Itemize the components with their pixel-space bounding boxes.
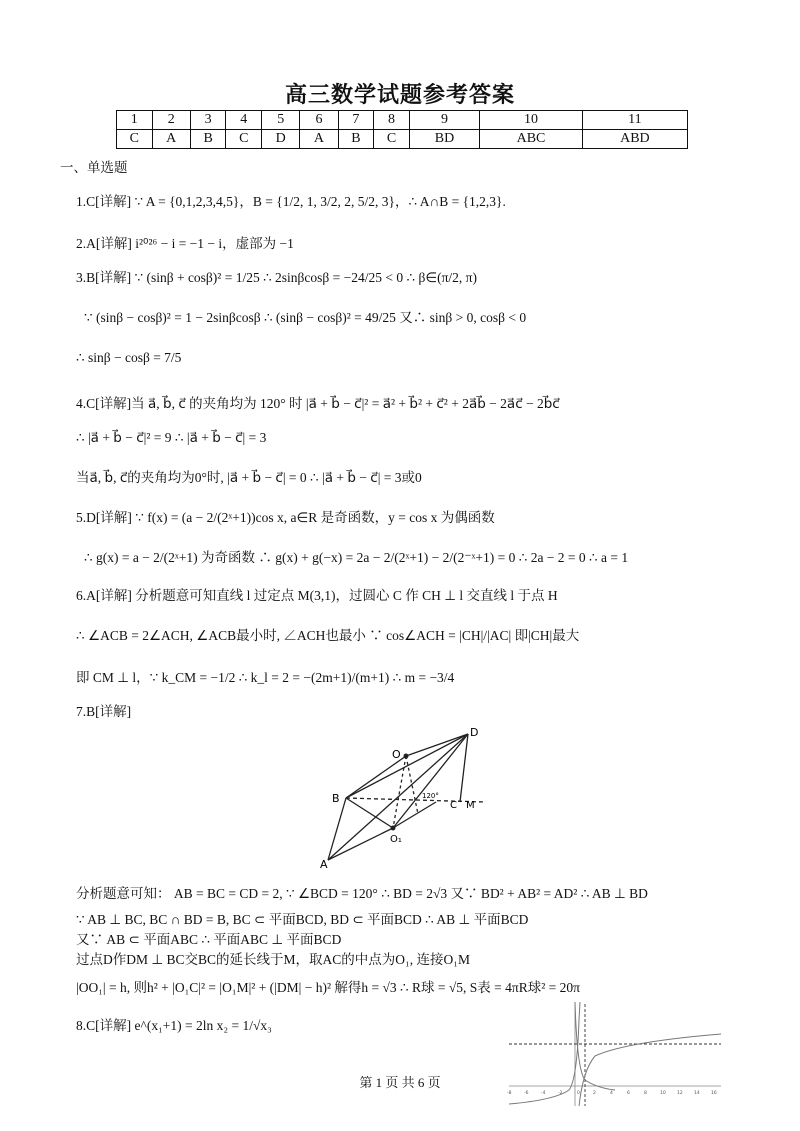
function-graph	[505, 1000, 725, 1110]
solution-line: 8.C[详解] e^(x₁+1) = 2ln x₂ = 1/√x₃	[76, 1018, 272, 1033]
question-number: 9	[409, 111, 479, 130]
tick-label: 8	[644, 1091, 647, 1096]
tick-label: -4	[541, 1091, 546, 1096]
tick-label: 4	[610, 1091, 613, 1096]
solution-line: 过点D作DM ⊥ BC交BC的延长线于M，取AC的中点为O₁, 连接O₁M	[76, 952, 470, 967]
label-o1: O₁	[390, 834, 402, 845]
tick-label: 10	[660, 1091, 666, 1096]
answer-key: C	[374, 130, 410, 149]
tick-label: 6	[627, 1091, 630, 1096]
solution-line: ∴ ∠ACB = 2∠ACH, ∠ACB最小时, ∠ACH也最小 ∵ cos∠ACH = |CH|/|AC| 即|CH|最大	[76, 628, 580, 643]
page-footer: 第 1 页 共 6 页	[359, 1075, 441, 1090]
question-number: 1	[117, 111, 153, 130]
solution-line: 7.B[详解]	[76, 704, 132, 719]
solution-line: 当a⃗, b⃗, c⃗的夹角均为0°时, |a⃗ + b⃗ − c⃗| = 0 ∴ |a⃗ + b⃗ − c⃗| = 3或0	[76, 470, 422, 485]
question-number: 7	[338, 111, 374, 130]
label-c: C	[450, 800, 457, 811]
answer-key: C	[226, 130, 262, 149]
solution-line: ∴ g(x) = a − 2/(2ˣ+1) 为奇函数 ∴ g(x) + g(−x) = 2a − 2/(2ˣ+1) − 2/(2⁻ˣ+1) = 0 ∴ 2a − 2 = 0 ∴ a = 1	[84, 550, 629, 565]
label-d: D	[470, 726, 479, 739]
section-heading: 一、单选题	[60, 160, 128, 175]
answer-key: A	[152, 130, 190, 149]
answer-key-row	[117, 130, 688, 149]
solution-line: ∴ |a⃗ + b⃗ − c⃗|² = 9 ∴ |a⃗ + b⃗ − c⃗| = 3	[76, 430, 267, 445]
question-number: 11	[582, 111, 687, 130]
answer-key: A	[300, 130, 338, 149]
solution-line: 分析题意可知： AB = BC = CD = 2, ∵ ∠BCD = 120° ∴ BD = 2√3 又∵ BD² + AB² = AD² ∴ AB ⊥ BD	[76, 886, 648, 901]
answer-key: B	[338, 130, 374, 149]
solution-line: 又∵ AB ⊂ 平面ABC ∴ 平面ABC ⊥ 平面BCD	[76, 932, 342, 947]
solution-line: ∵ (sinβ − cosβ)² = 1 − 2sinβcosβ ∴ (sinβ − cosβ)² = 49/25 又∴ sinβ > 0, cosβ < 0	[84, 310, 527, 325]
tick-label: -8	[507, 1091, 512, 1096]
tick-label: 16	[711, 1091, 717, 1096]
question-number: 2	[152, 111, 190, 130]
answer-key: ABD	[582, 130, 687, 149]
solution-line: 2.A[详解] i²⁰²⁶ − i = −1 − i，虚部为 −1	[76, 236, 294, 251]
tick-label: -2	[558, 1091, 563, 1096]
answer-key: D	[262, 130, 300, 149]
question-number: 8	[374, 111, 410, 130]
page-title: 高三数学试题参考答案	[284, 83, 515, 108]
solution-line: 即 CM ⊥ l，∵ k_CM = −1/2 ∴ k_l = 2 = −(2m+1)/(m+1) ∴ m = −3/4	[76, 670, 455, 685]
tick-label: 14	[694, 1091, 700, 1096]
label-m: M	[466, 800, 475, 811]
tetrahedron-figure	[318, 722, 508, 872]
answer-number-row	[117, 111, 688, 130]
solution-line: 1.C[详解] ∵ A = {0,1,2,3,4,5}，B = {1/2, 1, 3/2, 2, 5/2, 3}，∴ A∩B = {1,2,3}.	[76, 194, 506, 209]
solution-line: ∵ AB ⊥ BC, BC ∩ BD = B, BC ⊂ 平面BCD, BD ⊂ 平面BCD ∴ AB ⊥ 平面BCD	[76, 912, 529, 927]
tick-label: 0	[577, 1091, 580, 1096]
tick-label: -6	[524, 1091, 529, 1096]
answer-key: ABC	[480, 130, 583, 149]
question-number: 6	[300, 111, 338, 130]
answer-key: C	[117, 130, 153, 149]
solution-line: ∴ sinβ − cosβ = 7/5	[76, 350, 182, 365]
center-point-o	[404, 754, 409, 759]
tick-label: 2	[593, 1091, 596, 1096]
question-number: 10	[480, 111, 583, 130]
answer-key: B	[190, 130, 226, 149]
question-number: 3	[190, 111, 226, 130]
solution-line: 5.D[详解] ∵ f(x) = (a − 2/(2ˣ+1))cos x, a∈R 是奇函数，y = cos x 为偶函数	[76, 510, 495, 525]
label-o: O	[392, 748, 401, 761]
solution-line: 4.C[详解]当 a⃗, b⃗, c⃗ 的夹角均为 120° 时 |a⃗ + b⃗ − c⃗|² = a⃗² + b⃗² + c⃗² + 2a⃗b⃗ − 2a⃗c⃗ − 2b⃗c⃗	[76, 396, 560, 411]
solution-line: |OO₁| = h, 则h² + |O₁C|² = |O₁M|² + (|DM| − h)² 解得h = √3 ∴ R球 = √5, S表 = 4πR球² = 20π	[76, 980, 580, 995]
solution-line: 3.B[详解] ∵ (sinβ + cosβ)² = 1/25 ∴ 2sinβcosβ = −24/25 < 0 ∴ β∈(π/2, π)	[76, 270, 477, 285]
label-angle: 120°	[422, 792, 439, 800]
answer-key: BD	[409, 130, 479, 149]
question-number: 5	[262, 111, 300, 130]
label-b: B	[332, 792, 340, 805]
answer-key-table	[116, 110, 688, 149]
label-a: A	[320, 858, 328, 871]
tick-label: 12	[677, 1091, 683, 1096]
question-number: 4	[226, 111, 262, 130]
solution-line: 6.A[详解] 分析题意可知直线 l 过定点 M(3,1)，过圆心 C 作 CH ⊥ l 交直线 l 于点 H	[76, 588, 558, 603]
center-point-o1	[391, 826, 396, 831]
